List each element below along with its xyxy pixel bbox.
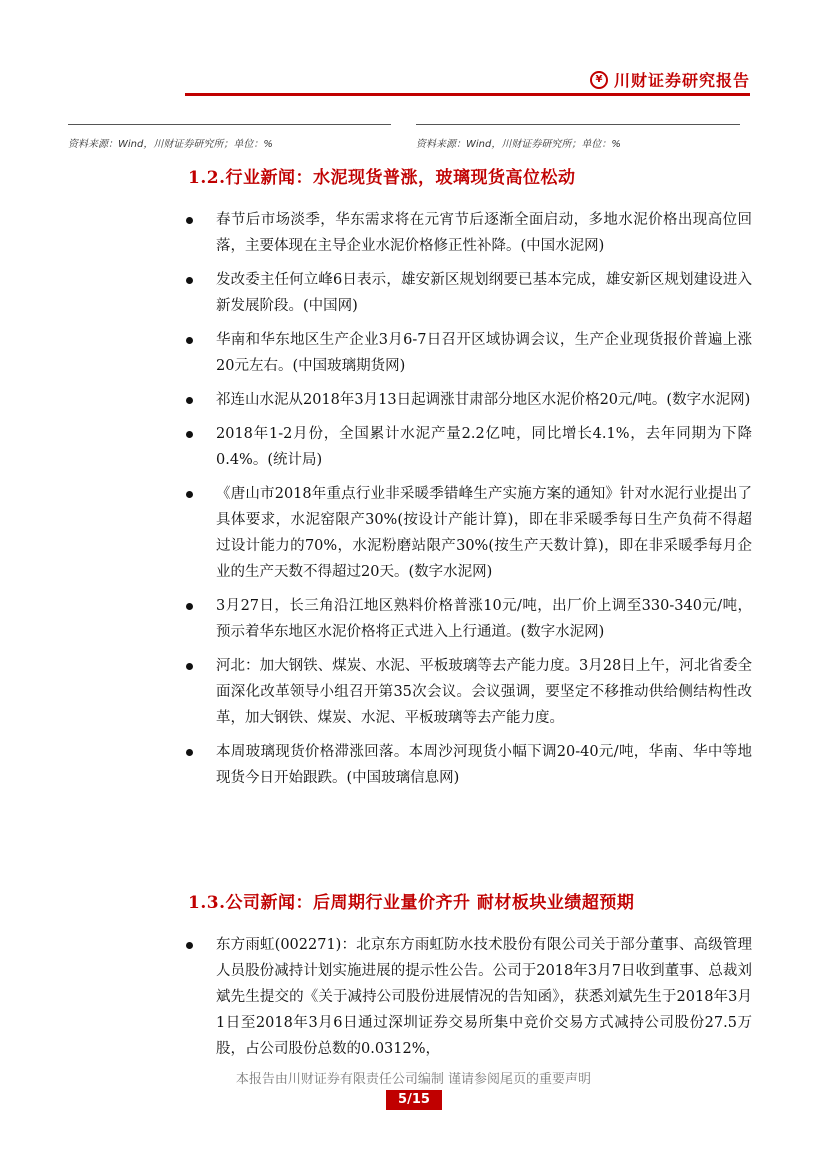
list-item xyxy=(186,327,752,379)
header-rule xyxy=(185,93,750,96)
bullet-dot-icon xyxy=(186,397,193,404)
chart-sources xyxy=(68,124,740,148)
bullet-dot-icon xyxy=(186,603,193,610)
list-item xyxy=(186,267,752,319)
news-text: 本周玻璃现货价格滞涨回落。本周沙河现货小幅下调20-40元/吨，华南、华中等地现货今日开始跟跌。(中国玻璃信息网) xyxy=(216,744,752,786)
news-text: 祁连山水泥从2018年3月13日起调涨甘肃部分地区水泥价格20元/吨。(数字水泥网) xyxy=(216,392,751,408)
brand xyxy=(590,68,750,91)
news-text: 《唐山市2018年重点行业非采暖季错峰生产实施方案的通知》针对水泥行业提出了具体要求，水泥窑限产30%(按设计产能计算)，即在非采暖季每日生产负荷不得超过设计能力的70%，水泥粉磨站限产30%(按生产天数计算)，即在非采暖季每月企业的生产天数不得超过20天。(数字水泥网) xyxy=(216,486,752,580)
list-item xyxy=(186,653,752,731)
news-text: 春节后市场淡季，华东需求将在元宵节后逐渐全面启动，多地水泥价格出现高位回落，主要体现在主导企业水泥价格修正性补降。(中国水泥网) xyxy=(216,212,752,254)
source-note-left: 资料来源：Wind，川财证券研究所；单位：% xyxy=(68,124,391,150)
brand-name: 川财证券研究报告 xyxy=(613,71,750,90)
news-text: 东方雨虹(002271)：北京东方雨虹防水技术股份有限公司关于部分董事、高级管理人员股份减持计划实施进展的提示性公告。公司于2018年3月7日收到董事、总裁刘斌先生提交的《关于减持公司股份进展情况的告知函》，获悉刘斌先生于2018年3月1日至2018年3月6日通过深圳证券交易所集中竞价交易方式减持公司股份27.5万股，占公司股份总数的0.0312%， xyxy=(216,937,752,1057)
bullet-dot-icon xyxy=(186,491,193,498)
page-number: 5/15 xyxy=(386,1090,442,1110)
list-item xyxy=(186,421,752,473)
section-title-industry-news: 1.2.行业新闻：水泥现货普涨，玻璃现货高位松动 xyxy=(188,168,576,188)
list-item xyxy=(186,207,752,259)
list-item xyxy=(186,932,752,1062)
news-text: 3月27日，长三角沿江地区熟料价格普涨10元/吨，出厂价上调至330-340元/吨，预示着华东地区水泥价格将正式进入上行通道。(数字水泥网) xyxy=(216,598,752,640)
bullet-dot-icon xyxy=(186,749,193,756)
news-text: 2018年1-2月份，全国累计水泥产量2.2亿吨，同比增长4.1%，去年同期为下降0.4%。(统计局) xyxy=(216,426,752,468)
list-item xyxy=(186,739,752,791)
bullet-dot-icon xyxy=(186,431,193,438)
news-text: 华南和华东地区生产企业3月6-7日召开区域协调会议，生产企业现货报价普遍上涨20元左右。(中国玻璃期货网) xyxy=(216,332,752,374)
brand-logo-icon: ¥ xyxy=(590,71,608,89)
disclaimer-note: 本报告由川财证券有限责任公司编制 谨请参阅尾页的重要声明 xyxy=(235,1072,592,1087)
bullet-dot-icon xyxy=(186,337,193,344)
bullet-dot-icon xyxy=(186,942,193,949)
list-item xyxy=(186,387,752,413)
bullet-dot-icon xyxy=(186,663,193,670)
news-text: 发改委主任何立峰6日表示，雄安新区规划纲要已基本完成，雄安新区规划建设进入新发展阶段。(中国网) xyxy=(216,272,752,314)
company-news-list xyxy=(186,932,752,1062)
bullet-dot-icon xyxy=(186,217,193,224)
bullet-dot-icon xyxy=(186,277,193,284)
industry-news-list xyxy=(186,207,752,791)
source-note-right: 资料来源：Wind，川财证券研究所；单位：% xyxy=(416,124,740,150)
list-item xyxy=(186,481,752,585)
news-text: 河北：加大钢铁、煤炭、水泥、平板玻璃等去产能力度。3月28日上午，河北省委全面深化改革领导小组召开第35次会议。会议强调，要坚定不移推动供给侧结构性改革，加大钢铁、煤炭、水泥、平板玻璃等去产能力度。 xyxy=(216,658,752,726)
list-item xyxy=(186,593,752,645)
section-title-company-news: 1.3.公司新闻：后周期行业量价齐升 耐材板块业绩超预期 xyxy=(188,893,635,913)
page-header xyxy=(185,62,750,96)
